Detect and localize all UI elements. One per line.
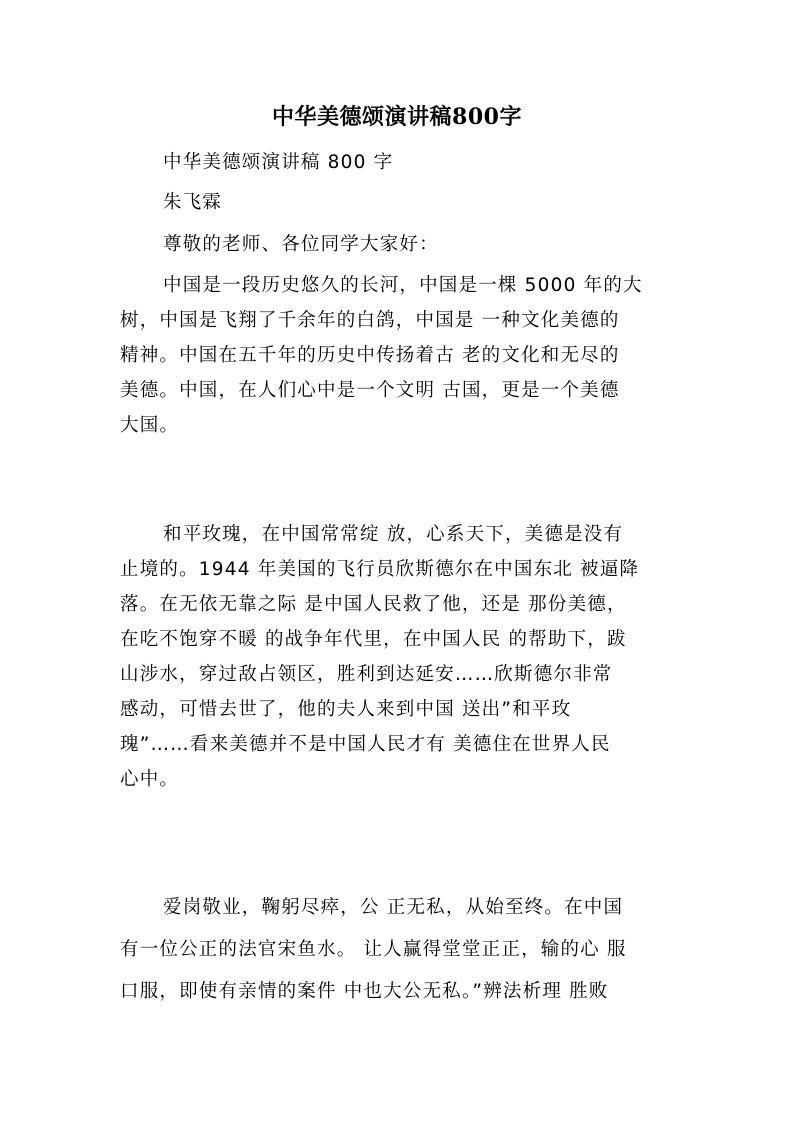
text-line: 大国。 (120, 415, 180, 436)
text-line: 美德。中国，在人们心中是一个文明 古国，更是一个美德 (120, 380, 620, 401)
text-line: 和平玫瑰，在中国常常绽 放，心系天下，美德是没有 (163, 524, 624, 545)
author: 朱飞霖 (163, 192, 223, 213)
text-line: 山涉水，穿过敌占领区，胜利到达延安……欣斯德尔非常 (120, 664, 613, 685)
text-line: 感动，可惜去世了，他的夫人来到中国 送出”和平玫 (120, 699, 572, 720)
text-line: 树，中国是飞翔了千余年的白鸽，中国是 一种文化美德的 (120, 310, 620, 331)
text-line: 落。在无依无靠之际 是中国人民救了他，还是 那份美德， (120, 594, 627, 615)
greeting: 尊敬的老师、各位同学大家好： (163, 234, 439, 255)
text-line: 爱岗敬业，鞠躬尽瘁，公 正无私，从始至终。在中国 (163, 897, 624, 918)
text-line: 中国是一段历史悠久的长河，中国是一棵 5000 年的大 (163, 275, 643, 296)
text-line: 有一位公正的法官宋鱼水。 让人赢得堂堂正正，输的心 服 (120, 939, 627, 960)
document-title: 中华美德颂演讲稿800字 (272, 104, 522, 130)
text-line: 止境的。1944 年美国的飞行员欣斯德尔在中国东北 被逼降 (120, 559, 640, 580)
text-line: 心中。 (120, 769, 180, 790)
subtitle: 中华美德颂演讲稿 800 字 (163, 152, 394, 173)
text-line: 精神。中国在五千年的历史中传扬着古 老的文化和无尽的 (120, 345, 620, 366)
text-line: 口服，即使有亲情的案件 中也大公无私。”辨法析理 胜败 (120, 981, 609, 1002)
text-line: 在吃不饱穿不暖 的战争年代里，在中国人民 的帮助下，跋 (120, 629, 627, 650)
text-line: 瑰”……看来美德并不是中国人民才有 美德住在世界人民 (120, 734, 611, 755)
